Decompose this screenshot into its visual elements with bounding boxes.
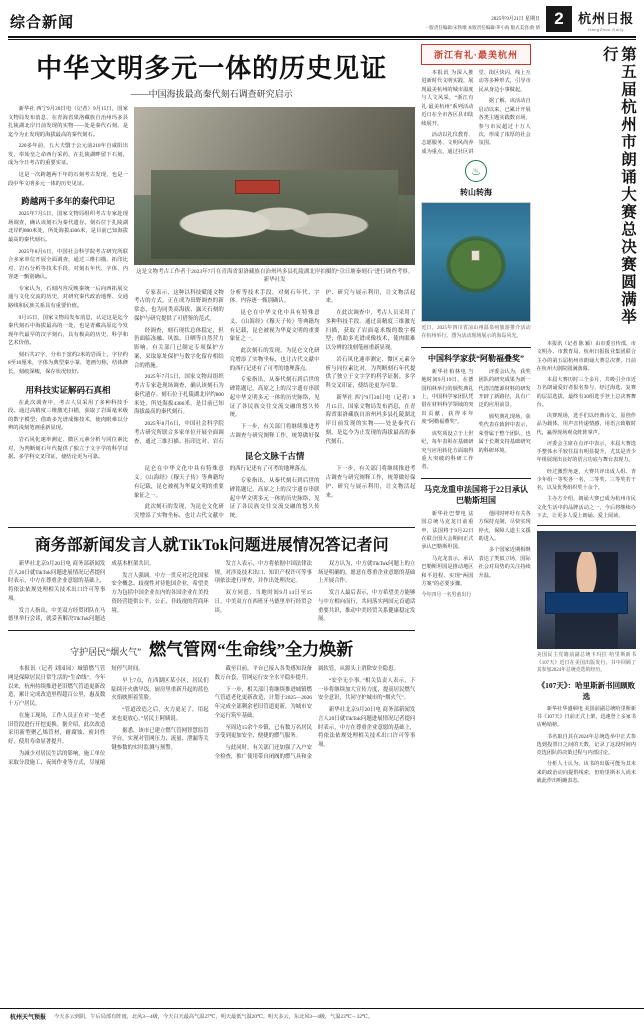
lead-para: 岩石风化速率测定、微区元素分析与同位素比对，为判断刻石年代提供了独立于文字学的科学证据。多学科交叉印证，使结论更为可靠。 — [8, 436, 128, 461]
lead-para: 2025年8月6日，中国社会科学院考古研究所联合多家单位开展全面调查，通过三维扫描、拓印比对、岩石分析等技术手段，对刻石年代、字体、内容逐一甄别确认。 — [134, 289, 320, 445]
weather-label: 杭州天气预报 — [10, 1015, 47, 1021]
book-article-body — [537, 705, 636, 785]
book-para: 分析人士认为，该书的出版可能为其未来的政治动向提供线索，但哈里斯本人尚未就此作出明确表态。 — [536, 761, 637, 784]
lead-subhead: ——中国海拔最高秦代刻石调查研究启示 — [130, 89, 293, 99]
harris-photo — [537, 531, 636, 649]
mid-intro-text — [421, 69, 530, 156]
right-para: 评委会主席在点评中表示，本届大赛选手整体水平较往届有明显提升，尤其是青少年组展现出良好的语言功底与舞台表现力。 — [536, 440, 637, 464]
article3-para: 至周边15余个乡镇，已有数万名居民享受到更加安全、便捷的燃气服务。 — [214, 724, 312, 740]
lead-para: 在此次调查中，考古人员采用了多种科技手段。通过高精度三维激光扫描，获取了岩面毫米级的数字模型；借助多光谱成像技术，使肉眼难以分辨的浅刻笔画重新显现。 — [8, 399, 128, 432]
lead-body-columns — [134, 289, 415, 447]
right-para: 本报讯（记者 陈 颖）由市委宣传部、市文明办、市教育局、杭州日报报业集团联合主办的第五届杭州市朗诵大赛总决赛，日前在杭州大剧院圆满落幕。 — [536, 341, 637, 372]
lead-para: 此次刻石的发现，为昆仑文化研究增添了实物坐标，也让古代文献中的西行记述有了可考的地理落点。 — [134, 466, 311, 519]
article2-para: 发言人表示，中方将依据中国法律法规，对涉及技术出口、知识产权许可等事项依法进行审查，并作出处理决定。 — [214, 560, 312, 585]
article3-para: 在施工现场，工作人员正在对一处老旧管段进行开挖更换。据介绍，此次改造采用新型聚乙烯管材，耐腐蚀、密封性好，使用寿命显著提升。 — [8, 712, 106, 745]
weather-strip — [0, 1008, 644, 1024]
book-para: 新华社华盛顿电 美国前副总统哈里斯新书《107天》日前正式上架，迅速登上多家书店畅销榜。 — [536, 705, 637, 729]
lead-para: 在此次调查中，考古人员采用了多种科技手段。通过高精度三维激光扫描，获取了岩面毫米级的数字模型；借助多光谱成像技术，使肉眼难以分辨的浅刻笔画重新显现。 — [325, 310, 416, 351]
article2-para: 新华社北京9月20日电 商务部新闻发言人20日就TikTok问题进展情况记者提问时表示，中方在尊重企业意愿的基础上，将依法依规处理相关技术出口许可等事项。 — [8, 560, 106, 602]
mid-para: 本报讯 为深入推进新时代文明实践，展现最美杭州的城市温度与人文风采，“浙江有礼·最美杭州”系列活动近日在全市各区县市陆续展开。 — [421, 70, 474, 127]
award-para: 评委会认为，获奖团队的研究成果为新一代清洁能源材料的研发开辟了新路径，具有广泛的应用前景。 — [478, 368, 531, 409]
right-para: 主办方介绍，朗诵大赛已成为杭州市民文化生活中的品牌活动之一，今后将继续办下去，让更多人爱上朗诵、爱上阅读。 — [536, 496, 637, 519]
middle-column — [421, 44, 530, 990]
article2-para: 发言人最后表示，中方希望美方能够与中方相向而行，共同落实两国元首通话重要共识，推动中美经贸关系健康稳定发展。 — [317, 590, 416, 623]
masthead-right — [425, 6, 634, 32]
logo-english: HangZhou Daily — [588, 27, 624, 32]
award-para: 该奖项设立于上世纪，每年表彰在基础研究与应用转化方面取得重大突破的科研工作者。 — [421, 430, 474, 471]
masthead-rule — [8, 36, 636, 38]
lead-section1-text — [8, 210, 128, 379]
macron-para: 马克龙表示，承认巴勒斯坦国是推动地区和平进程、实现“两国方案”的必要步骤。 — [421, 555, 474, 588]
award-body — [421, 368, 530, 472]
right-para: 本届大赛历时三个多月，共吸引全市近万名朗诵爱好者报名参与，经过海选、复赛的层层选拔，最终有30组选手登上总决赛舞台。 — [536, 377, 637, 408]
lead-para: 新华社 西宁9月20日电（记者）9月15日，国家文物局发布消息，在青海省果洛藏族自治州玛多县扎陵湖北岸日前发现的实物——处是秦代石刻，是迄今为止发现的海拔最高的秦代刻石。 — [8, 106, 128, 138]
article3-headline: 燃气管网“生命线”全力焕新 — [149, 640, 354, 659]
lead-photo — [134, 107, 415, 265]
island-photo-caption: 近日，2025年四川省凉山州温泉州旅游推介活动在杭州举行。图为活动现场展示的海岛风光。 — [421, 326, 531, 339]
subheading-3: 昆仑文脉千古情 — [244, 451, 305, 462]
right-para: 决赛现场，选手们以经典诗文、原创作品为载体，用声音传递情感，用语言致敬时代，赢得现场观众阵阵掌声。 — [536, 413, 637, 436]
mid-divider-1 — [421, 347, 530, 348]
mid-tail-note: 今年四月一名男童出行 — [421, 592, 472, 598]
lead-para: 下一步，有关部门将继续推进考古调查与研究阐释工作，统筹做好保护、研究与展示利用，让文物活起来。 — [229, 289, 416, 439]
lead-para: 刻石共37字，分布于宽约2米的岩面上，字径约8至10厘米，字体为典型秦小篆，笔画匀称，结体修长，刻痕深峻，保存状况较好。 — [8, 351, 128, 376]
newspaper-logo — [578, 8, 634, 32]
mid-feature-title: 转山转海 — [460, 188, 492, 198]
article3-para: 与此同时，有关部门还加强了入户安全检查，推广使用带自闭阀的燃气具和金属软管，从源头上消除安全隐患。 — [214, 666, 399, 760]
photo-house — [471, 250, 481, 261]
lead-para: 专家表示，这种以科技赋能文物考古的方式，正在成为田野调查的新常态，也为同类高海拔、露天石刻的保护与研究提供了可借鉴的范式。 — [134, 289, 224, 322]
photo-island — [446, 236, 506, 293]
article3-para: 新华社北京9月20日电 商务部新闻发言人20日就TikTok问题进展情况记者提问时表示，中方在尊重企业意愿的基础上，将依法依规处理相关技术出口许可等事项。 — [317, 707, 416, 748]
lead-para: 2025年7月5日，国家文物局组织考古专家赴现场调查，确认该刻石为秦代遗存。刻石位于扎陵湖北岸约800米处，所处海拔4306米，是目前已知海拔最高的秦代刻石。 — [8, 211, 128, 243]
article3-title-block — [8, 635, 415, 660]
section-title: 综合新闻 — [10, 14, 75, 31]
article3-para: 早上7点，在西湖区某小区，居民们陆续开火做早饭，厨房里重新升起的蓝色火焰映照着笑脸。 — [111, 677, 209, 702]
macron-para: 新华社巴黎电 法国总统马克龙日前重申，法国将于9月22日在联合国大会期间正式承认巴勒斯坦国。 — [421, 510, 474, 551]
logo-chinese: 杭州日报 — [577, 11, 634, 26]
macron-body — [421, 510, 530, 589]
award-para: 颁奖典礼现场，获奖代表在致辞中表示，荣誉属于整个团队，也属于长期支持基础研究的科研环境。 — [478, 413, 531, 454]
award-title: 中国科学家获“阿勒福叠奖” — [428, 353, 524, 363]
article2-headline: 商务部新闻发言人就TikTok问题进展情况答记者问 — [34, 536, 389, 554]
lead-para: 昆仑在中华文化中具有特殊意义。《山海经》《穆天子传》等典籍均有记载，昆仑被视为华夏文明的重要象征之一。 — [134, 466, 224, 499]
mid-para: 据了解，该活动自启动以来，已累计开展各类主题实践数百场，参与市民超过十万人次，形成了浓厚的社会氛围。 — [478, 98, 531, 147]
island-photo — [421, 202, 530, 322]
article3-para: 为减少对居民生活的影响，施工单位采取分段施工、夜间作业等方式，尽量缩短停气时间。 — [8, 666, 144, 766]
zhejiang-banner: 浙江有礼·最美杭州 — [421, 44, 530, 65]
article3-para: “管道改造之后，火力更足了，用起来也更放心。”居民王阿姨说。 — [111, 707, 209, 722]
masthead-meta — [425, 16, 540, 32]
masthead-credits: 一版责任编辑/宋铁墩 本版责任编辑/茅小海 版式美容/俞 倩 — [424, 25, 540, 31]
article2-para: 发言人强调，中方一贯反对泛化国家安全概念、歧视性对待他国企业，希望美方为包括中国企业在内的各国企业在美投资经营提供公平、公正、非歧视的营商环境。 — [111, 572, 209, 614]
lead-para: 专家指出，从秦代刻石到后世的碑铭题记，高原之上的汉字遗存串联起中华文明多元一体的历史脉络，见证了各民族交往交流交融的悠久传统。 — [229, 377, 320, 419]
article2-para: 双方同意，当地时间9月14日至15日，中美双方在西班牙马德里举行经贸会谈。 — [214, 590, 312, 614]
article3-body — [8, 665, 415, 767]
article3-kicker: 守护居民“烟火气” — [70, 647, 142, 657]
lead-section3-text — [134, 465, 415, 521]
main-column — [8, 44, 415, 990]
article3-para: 本报讯（记者 刘园园）城镇燃气管网是保障居民日常生活的“生命线”。今年以来，杭州持续推进老旧燃气管道更新改造，累计完成改造里程超百公里，惠及数十万户居民。 — [8, 666, 106, 707]
eco-emblem — [421, 160, 530, 182]
macron-para: 他同时呼吁有关各方保持克制，尽快实现停火，保障人道主义援助进入。 — [478, 510, 531, 543]
article-divider-1 — [8, 527, 415, 528]
right-body — [537, 340, 636, 520]
right-column — [537, 44, 636, 990]
lead-para: 下一步，有关部门将继续推进考古调查与研究阐释工作，统筹做好保护、研究与展示利用，让文物活起来。 — [325, 466, 416, 499]
lead-section2-text — [8, 399, 128, 465]
right-vertical-headline: 第五届杭州市朗诵大赛总决赛圆满举行 — [600, 46, 637, 326]
right-para: 经过激烈角逐，大赛共评出成人组、青少年组一等奖各一名，二等奖、三等奖若干名，以及优秀组织奖十余个。 — [536, 468, 637, 491]
lead-photo-caption: 这是文物考古工作者于2023年7月在青海省果洛藏族自治州玛多县扎陵湖北岸拍摄的“尕日塘秦刻石”进行调查考察。 新华社发 — [136, 269, 414, 284]
lead-intro-text — [8, 105, 128, 191]
lead-para: 专家认为，石刻内容反映秦统一后向西拓展交通与文化交流的历史，对研究秦代政治地理、交通路线和民族关系具有重要价值。 — [8, 285, 128, 309]
leaf-icon: ♨ — [465, 160, 487, 182]
lead-para: 2025年7月5日，国家文物局组织考古专家赴现场调查，确认该刻石为秦代遗存。刻石位于扎陵湖北岸约800米处，所处海拔4306米，是目前已知海拔最高的秦代刻石。 — [134, 374, 224, 416]
subheading-1: 跨越两千多年的秦代印记 — [21, 196, 115, 207]
right-divider-1 — [537, 525, 636, 526]
photo-red-banner — [235, 180, 280, 194]
weather-text: 今天多云到阴，午后局部有阵雨，北风3—4级，今天白天最高气温27℃，明天最低气温20℃。明天多云，东北风3—4级，气温23℃－32℃。 — [54, 1014, 373, 1020]
photo-podium-sign — [545, 592, 628, 613]
mid-para: 活动以礼仪教育、志愿服务、文明风尚养成为重点，通过社区讲堂、街区快闪、线上互动等多种形式，引导市民从身边小事做起。 — [421, 70, 531, 155]
page-number: 2 — [546, 6, 572, 32]
article3-para: 据悉，该市已建立燃气管网智慧监管平台，实现对管网压力、流量、泄漏等关键参数的实时监测与预警。 — [111, 727, 209, 751]
article-divider-2 — [8, 630, 415, 631]
lead-para: 这是一次跨越两千年的石刻考古发现，也是一段中华文明多元一体的历史见证。 — [8, 172, 128, 187]
masthead — [8, 0, 636, 34]
article2-para: 发言人指出，中美双方经贸团队在马德里举行会谈，就妥善解决TikTok问题达成基本框架共识。 — [8, 560, 155, 623]
lead-para: 2025年8月6日，中国社会科学院考古研究所联合多家单位开展全面调查，通过三维扫描、拓印比对、岩石分析等技术手段，对刻石年代、字体、内容逐一甄别确认。 — [8, 248, 128, 281]
lead-para: 专家指出，从秦代刻石到后世的碑铭题记，高原之上的汉字遗存串联起中华文明多元一体的历史脉络，见证了各民族交往交流交融的悠久传统。 — [229, 478, 320, 519]
masthead-rule-thin — [8, 39, 636, 40]
masthead-date: 2025年9月21日 星期日 — [491, 16, 540, 22]
award-para: 新华社柏林电 当地时间9月19日，在德国柏林举行的颁奖典礼上，中国科学家团队凭借在材料科学领域的突出贡献，获得本年度“阿勒福叠奖”。 — [421, 368, 474, 426]
mid-divider-2 — [421, 478, 530, 479]
macron-para: 多个国家近期相继表达了类似立场，国际社会对局势的关注持续升温。 — [478, 547, 531, 579]
lead-para: 岩石风化速率测定、微区元素分析与同位素比对，为判断刻石年代提供了独立于文字学的科学证据。多学科交叉印证，使结论更为可靠。 — [325, 356, 416, 389]
macron-title: 马克龙重申法国将于22日承认巴勒斯坦国 — [424, 484, 528, 505]
article3-para: “安全无小事。”相关负责人表示，下一步将继续加大宣传力度，提高居民燃气安全意识，共同守护城市的“烟火气”。 — [317, 677, 416, 702]
lead-para: 经调查，刻石现状总体稳定，但仍面临冻融、风蚀、日晒等自然营力影响。有关部门已制定专项保护方案，采取原址保护与数字化留存相结合的措施。 — [134, 327, 224, 369]
book-article-title: 《107天》：哈里斯新书回顾败选 — [537, 680, 636, 701]
lead-headline: 中华文明多元一体的历史见证 — [36, 54, 388, 83]
subheading-2: 用科技实证解码石真相 — [25, 384, 111, 395]
page-body — [8, 44, 636, 990]
book-para: 书名取自其在2024年总统选举中正式参选到投票日之间的天数，记录了这段时间内竞选团队的决策过程与内部讨论。 — [536, 733, 637, 757]
article3-para: 下一步，相关部门将继续推进城镇燃气管道老化更新改造，计划于2025—2026年完成全部剩余老旧管道更新，为城市安全运行筑牢基础。 — [214, 686, 312, 719]
lead-para: 此次刻石的发现，为昆仑文化研究增添了实物坐标，也让古代文献中的西行记述有了可考的地理落点。 — [229, 348, 320, 372]
lead-para: 9月15日，国家文物局发布消息，认定这是迄今秦代刻石中海拔最高的一处，也是青藏高原迄今发现年代最早的汉字刻石，具有极高的历史、科学和艺术价值。 — [8, 314, 128, 347]
harris-photo-caption: 美国民主党籍前副总统卡玛拉·哈里斯新书《107天》近日在美国出版发行，书中回顾了其参加2024年总统竞选的经历。 — [536, 653, 637, 674]
article2-para: 双方认为，中方就TikTok问题上的立场是明确的，愿意在尊重企业意愿的基础上开展合作。 — [317, 560, 416, 585]
lead-para: 新华社 西宁9月20日电（记者）9月15日，国家文物局发布消息，在青海省果洛藏族自治州玛多县扎陵湖北岸日前发现的实物——处是秦代石刻，是迄今为止发现的海拔最高的秦代刻石。 — [325, 394, 416, 445]
lead-para: 昆仑在中华文化中具有特殊意义。《山海经》《穆天子传》等典籍均有记载，昆仑被视为华夏文明的重要象征之一。 — [229, 310, 320, 343]
article2-body — [8, 560, 415, 624]
article3-para: 截至目前，平台已接入各类感知设备数万台套，管网运行安全水平稳步提升。 — [214, 666, 312, 681]
lead-para: 220多年前，五大夫翳于公元前210年自咸阳出发，奉始皇之命西行采药，在扎陵湖畔留下石刻，成为今日考古的重要实证。 — [8, 143, 128, 167]
